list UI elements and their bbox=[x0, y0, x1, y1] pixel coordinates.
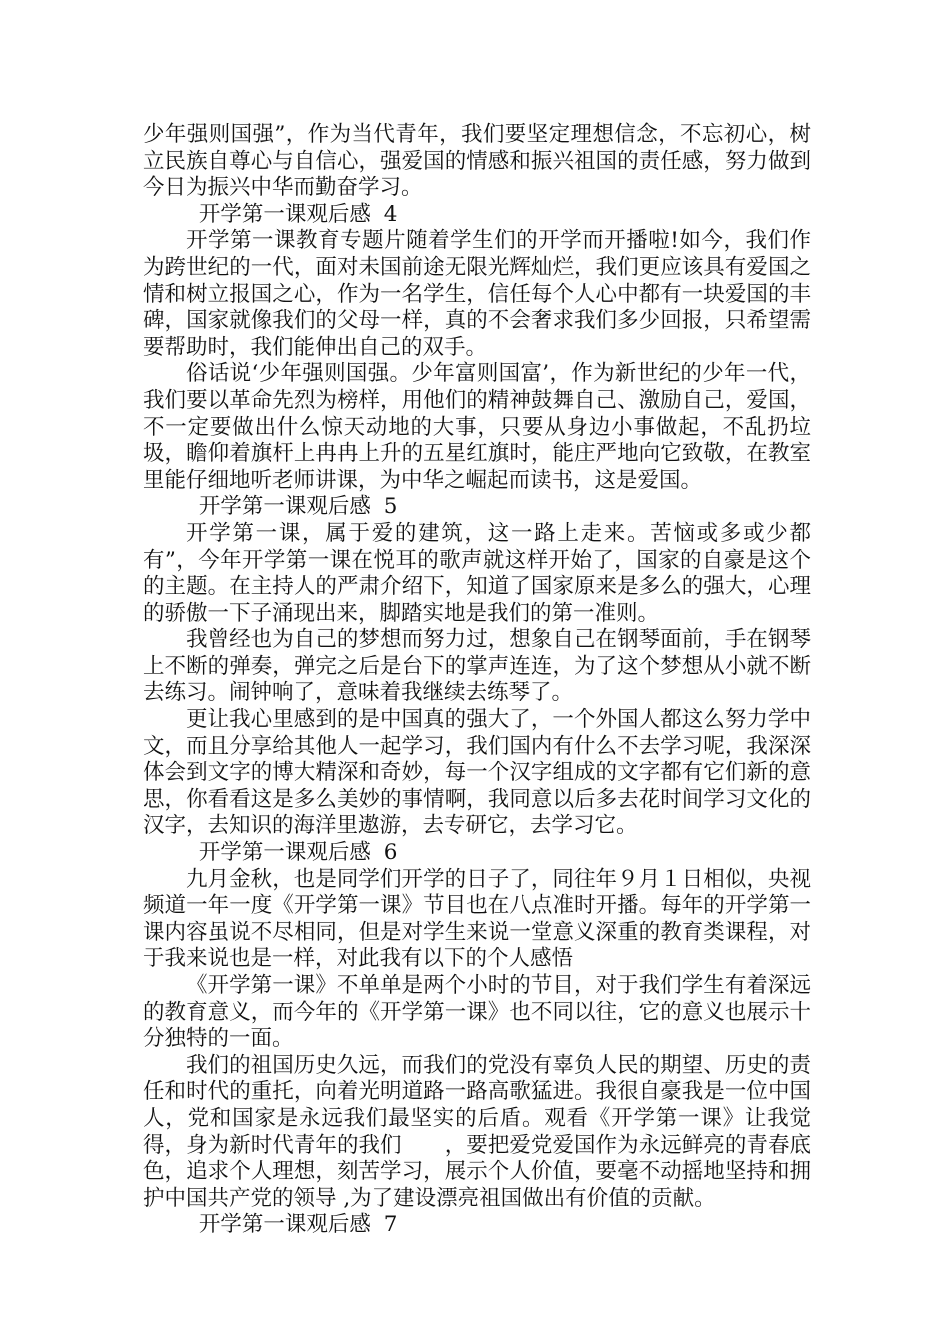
heading-number: 6 bbox=[383, 840, 398, 866]
heading-title: 开学第一课观后感 bbox=[198, 840, 371, 866]
paragraph: 更让我心里感到的是中国真的强大了，一个外国人都这么努力学中文，而且分享给其他人一起学习，我们国内有什么不去学习呢，我深深体会到文字的博大精深和奇妙，每一个汉字组成的文字都有它们新的意思，你看看这是多么美妙的事情啊，我同意以后多去花时间学习文化的汉字，去知识的海洋里遨游，去专研它，去学习它。 bbox=[143, 707, 811, 839]
section-heading-5 bbox=[143, 494, 811, 521]
heading-number: 4 bbox=[383, 201, 398, 227]
paragraph: 开学第一课教育专题片随着学生们的开学而开播啦!如今，我们作为跨世纪的一代，面对未国前途无限光辉灿烂，我们更应该具有爱国之情和树立报国之心，作为一名学生，信任每个人心中都有一块爱国的丰碑，国家就像我们的父母一样，真的不会奢求我们多少回报，只希望需要帮助时，我们能伸出自己的双手。 bbox=[143, 228, 811, 360]
heading-number: 5 bbox=[383, 494, 398, 520]
heading-title: 开学第一课观后感 bbox=[198, 1212, 371, 1238]
section-heading-7 bbox=[143, 1212, 811, 1239]
paragraph: 俗话说‘少年强则国强。少年富则国富’，作为新世纪的少年一代，我们要以革命先烈为榜样，用他们的精神鼓舞自己、激励自己，爱国，不一定要做出什么惊天动地的大事，只要从身边小事做起，不乱扔垃圾，瞻仰着旗杆上冉冉上升的五星红旗时，能庄严地向它致敬，在教室里能仔细地听老师讲课，为中华之崛起而读书，这是爱国。 bbox=[143, 361, 811, 493]
paragraph: 开学第一课，属于爱的建筑，这一路上走来。苦恼或多或少都有”，今年开学第一课在悦耳的歌声就这样开始了，国家的自豪是这个的主题。在主持人的严肃介绍下，知道了国家原来是多么的强大，心理的骄傲一下子涌现出来，脚踏实地是我们的第一准则。 bbox=[143, 520, 811, 626]
heading-title: 开学第一课观后感 bbox=[198, 494, 371, 520]
heading-title: 开学第一课观后感 bbox=[198, 201, 371, 227]
paragraph: 九月金秋，也是同学们开学的日子了，同往年９月１日相似，央视频道一年一度《开学第一课》节目也在八点准时开播。每年的开学第一课内容虽说不尽相同，但是对学生来说一堂意义深重的教育类课程，对于我来说也是一样，对此我有以下的个人感悟 bbox=[143, 866, 811, 972]
section-heading-4 bbox=[143, 202, 811, 229]
paragraph: 我曾经也为自己的梦想而努力过，想象自己在钢琴面前，手在钢琴上不断的弹奏，弹完之后是台下的掌声连连，为了这个梦想从小就不断去练习。闹钟响了，意味着我继续去练琴了。 bbox=[143, 627, 811, 706]
heading-number: 7 bbox=[383, 1212, 398, 1238]
document-page bbox=[143, 122, 811, 1239]
section-heading-6 bbox=[143, 840, 811, 867]
paragraph: 《开学第一课》不单单是两个小时的节目，对于我们学生有着深远的教育意义，而今年的《开学第一课》也不同以往，它的意义也展示十分独特的一面。 bbox=[143, 973, 811, 1052]
paragraph: 少年强则国强”，作为当代青年，我们要坚定理想信念，不忘初心，树立民族自尊心与自信心，强爱国的情感和振兴祖国的责任感，努力做到今日为振兴中华而勤奋学习。 bbox=[143, 122, 811, 201]
paragraph: 我们的祖国历史久远，而我们的党没有辜负人民的期望、历史的责任和时代的重托，向着光明道路一路高歌猛进。我很自豪我是一位中国人，党和国家是永远我们最坚实的后盾。观看《开学第一课》让我觉得，身为新时代青年的我们 ，要把爱党爱国作为永远鲜亮的青春底色，追求个人理想，刻苦学习，展示个人价值，要毫不动摇地坚持和拥护中国共产党的领导 ,为了建设漂亮祖国做出有价值的贡献。 bbox=[143, 1052, 811, 1211]
